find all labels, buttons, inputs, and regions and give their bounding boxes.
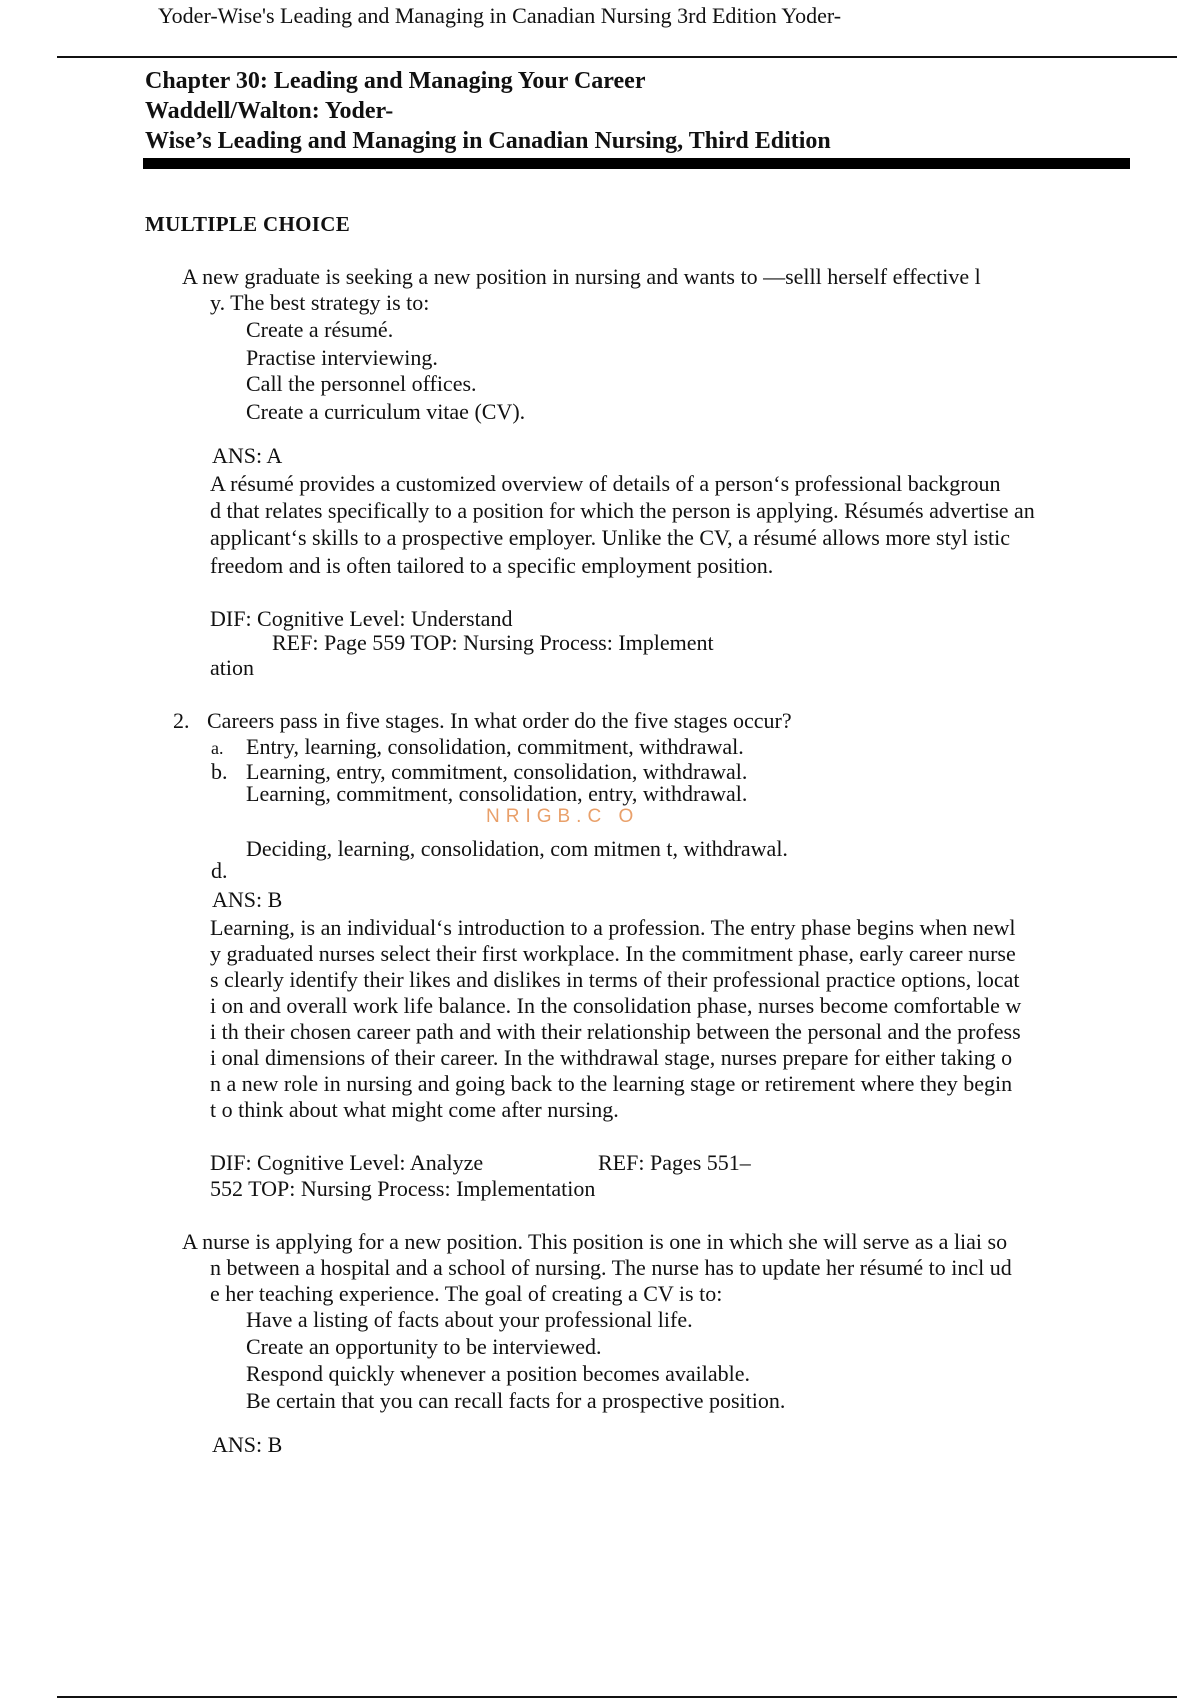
chapter-heading [145, 66, 831, 156]
rationale-line: A résumé provides a customized overview of details of a person‘s professional backgroun [210, 471, 1001, 496]
rationale-line: t o think about what might come after nursing. [210, 1097, 619, 1122]
answer-option: Practise interviewing. [246, 345, 438, 370]
rationale-line: y graduated nurses select their first workplace. In the commitment phase, early career nurse [210, 941, 1016, 966]
question-metadata: ation [210, 655, 254, 680]
question-stem-line: e her teaching experience. The goal of creating a CV is to: [210, 1281, 723, 1306]
question-metadata: DIF: Cognitive Level: Understand [210, 606, 513, 631]
rationale-line: d that relates specifically to a position for which the person is applying. Résumés advertise an [210, 498, 1035, 523]
rationale-line: i on and overall work life balance. In the consolidation phase, nurses become comfortable w [210, 993, 1022, 1018]
option-letter: a. [211, 738, 224, 758]
rationale-line: s clearly identify their likes and dislikes in terms of their professional practice options, locat [210, 967, 1020, 992]
rationale-line: Learning, is an individual‘s introduction to a profession. The entry phase begins when newl [210, 915, 1016, 940]
answer-option: Create a curriculum vitae (CV). [246, 399, 526, 424]
question-stem-line: y. The best strategy is to: [210, 290, 430, 315]
question-metadata: REF: Pages 551– [598, 1150, 751, 1175]
answer-option: Have a listing of facts about your professional life. [246, 1307, 693, 1332]
answer-option: Learning, entry, commitment, consolidation, withdrawal. [246, 759, 748, 784]
question-metadata: REF: Page 559 TOP: Nursing Process: Implement [272, 630, 714, 655]
bottom-divider [57, 1696, 1177, 1698]
question-stem-line: Careers pass in five stages. In what order do the five stages occur? [207, 708, 792, 733]
answer-option: Be certain that you can recall facts for a prospective position. [246, 1388, 786, 1413]
answer-option: Create a résumé. [246, 317, 394, 342]
rationale-line: i th their chosen career path and with their relationship between the personal and the profess [210, 1019, 1021, 1044]
top-divider [57, 56, 1177, 58]
question-stem-line: A nurse is applying for a new position. This position is one in which she will serve as a liai so [182, 1229, 1008, 1254]
rationale-line: n a new role in nursing and going back to the learning stage or retirement where they begin [210, 1071, 1013, 1096]
question-metadata: 552 TOP: Nursing Process: Implementation [210, 1176, 596, 1201]
answer-option: Deciding, learning, consolidation, com mitmen t, withdrawal. [246, 836, 788, 861]
question-stem-line: n between a hospital and a school of nursing. The nurse has to update her résumé to incl ud [210, 1255, 1012, 1280]
option-letter: d. [211, 858, 228, 883]
watermark-text: NRIGB.C O [486, 806, 640, 827]
section-title: MULTIPLE CHOICE [145, 212, 351, 236]
rationale-line: i onal dimensions of their career. In the withdrawal stage, nurses prepare for either taking o [210, 1045, 1013, 1070]
answer-option: Learning, commitment, consolidation, entry, withdrawal. [246, 781, 748, 806]
answer-option: Entry, learning, consolidation, commitment, withdrawal. [246, 734, 744, 759]
answer-key: ANS: B [212, 1432, 283, 1457]
chapter-book-title: Wise’s Leading and Managing in Canadian Nursing, Third Edition [145, 128, 831, 154]
rationale-line: applicant‘s skills to a prospective employer. Unlike the CV, a résumé allows more styl istic [210, 525, 1010, 550]
option-letter: b. [211, 759, 228, 784]
rationale-line: freedom and is often tailored to a specific employment position. [210, 553, 774, 578]
answer-key: ANS: A [212, 443, 283, 468]
question-metadata: DIF: Cognitive Level: Analyze [210, 1150, 484, 1175]
answer-key: ANS: B [212, 887, 283, 912]
question-number: 2. [173, 708, 190, 733]
answer-option: Call the personnel offices. [246, 371, 477, 396]
heading-rule [143, 158, 1130, 169]
chapter-title: Chapter 30: Leading and Managing Your Career [145, 68, 646, 94]
running-header: Yoder-Wise's Leading and Managing in Canadian Nursing 3rd Edition Yoder- [158, 3, 842, 28]
chapter-authors: Waddell/Walton: Yoder- [145, 98, 394, 124]
answer-option: Respond quickly whenever a position becomes available. [246, 1361, 751, 1386]
question-stem-line: A new graduate is seeking a new position in nursing and wants to ―selll herself effective l [182, 264, 981, 289]
answer-option: Create an opportunity to be interviewed. [246, 1334, 602, 1359]
